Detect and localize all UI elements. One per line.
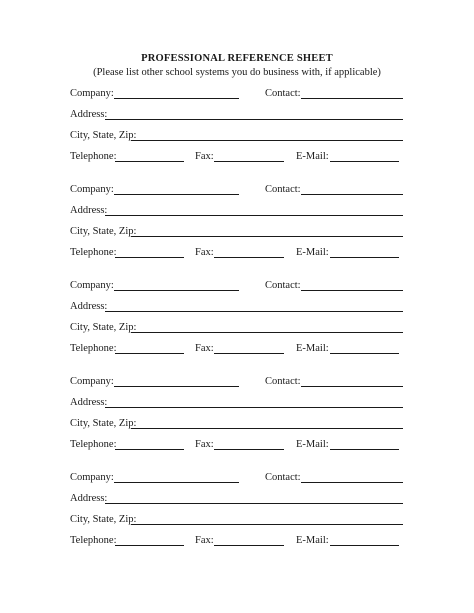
email-label: E-Mail: [296,439,329,450]
email-field[interactable] [330,545,399,546]
telephone-field[interactable] [115,545,184,546]
address-label: Address: [70,301,108,312]
contact-field[interactable] [301,194,403,195]
email-field[interactable] [330,161,399,162]
contact-label: Contact: [265,280,301,291]
city-state-zip-label: City, State, Zip: [70,514,137,525]
company-label: Company: [70,376,114,387]
address-field[interactable] [105,311,403,312]
telephone-field[interactable] [115,353,184,354]
email-field[interactable] [330,257,399,258]
fax-label: Fax: [195,535,214,546]
city-state-zip-label: City, State, Zip: [70,418,137,429]
city-state-zip-field[interactable] [131,524,403,525]
city-state-zip-field[interactable] [131,140,403,141]
city-state-zip-label: City, State, Zip: [70,130,137,141]
telephone-field[interactable] [115,161,184,162]
email-label: E-Mail: [296,247,329,258]
address-label: Address: [70,205,108,216]
sheet-subtitle: (Please list other school systems you do business with, if applicable) [93,67,381,78]
telephone-label: Telephone: [70,535,117,546]
address-field[interactable] [105,215,403,216]
contact-field[interactable] [301,290,403,291]
address-field[interactable] [105,503,403,504]
address-field[interactable] [105,407,403,408]
city-state-zip-label: City, State, Zip: [70,226,137,237]
email-field[interactable] [330,353,399,354]
address-label: Address: [70,109,108,120]
contact-field[interactable] [301,386,403,387]
fax-label: Fax: [195,439,214,450]
email-label: E-Mail: [296,343,329,354]
contact-field[interactable] [301,482,403,483]
company-field[interactable] [114,290,239,291]
city-state-zip-field[interactable] [131,428,403,429]
city-state-zip-field[interactable] [131,236,403,237]
city-state-zip-field[interactable] [131,332,403,333]
telephone-label: Telephone: [70,343,117,354]
telephone-field[interactable] [115,257,184,258]
contact-label: Contact: [265,88,301,99]
company-label: Company: [70,472,114,483]
city-state-zip-label: City, State, Zip: [70,322,137,333]
email-label: E-Mail: [296,151,329,162]
contact-label: Contact: [265,472,301,483]
address-label: Address: [70,493,108,504]
address-label: Address: [70,397,108,408]
company-label: Company: [70,88,114,99]
telephone-field[interactable] [115,449,184,450]
fax-field[interactable] [214,545,284,546]
contact-field[interactable] [301,98,403,99]
company-field[interactable] [114,194,239,195]
contact-label: Contact: [265,376,301,387]
company-label: Company: [70,280,114,291]
fax-label: Fax: [195,247,214,258]
fax-field[interactable] [214,353,284,354]
sheet-title: PROFESSIONAL REFERENCE SHEET [141,53,333,64]
company-field[interactable] [114,482,239,483]
fax-label: Fax: [195,343,214,354]
email-label: E-Mail: [296,535,329,546]
company-field[interactable] [114,386,239,387]
telephone-label: Telephone: [70,247,117,258]
company-label: Company: [70,184,114,195]
fax-label: Fax: [195,151,214,162]
fax-field[interactable] [214,257,284,258]
company-field[interactable] [114,98,239,99]
fax-field[interactable] [214,449,284,450]
contact-label: Contact: [265,184,301,195]
email-field[interactable] [330,449,399,450]
address-field[interactable] [105,119,403,120]
telephone-label: Telephone: [70,439,117,450]
telephone-label: Telephone: [70,151,117,162]
fax-field[interactable] [214,161,284,162]
